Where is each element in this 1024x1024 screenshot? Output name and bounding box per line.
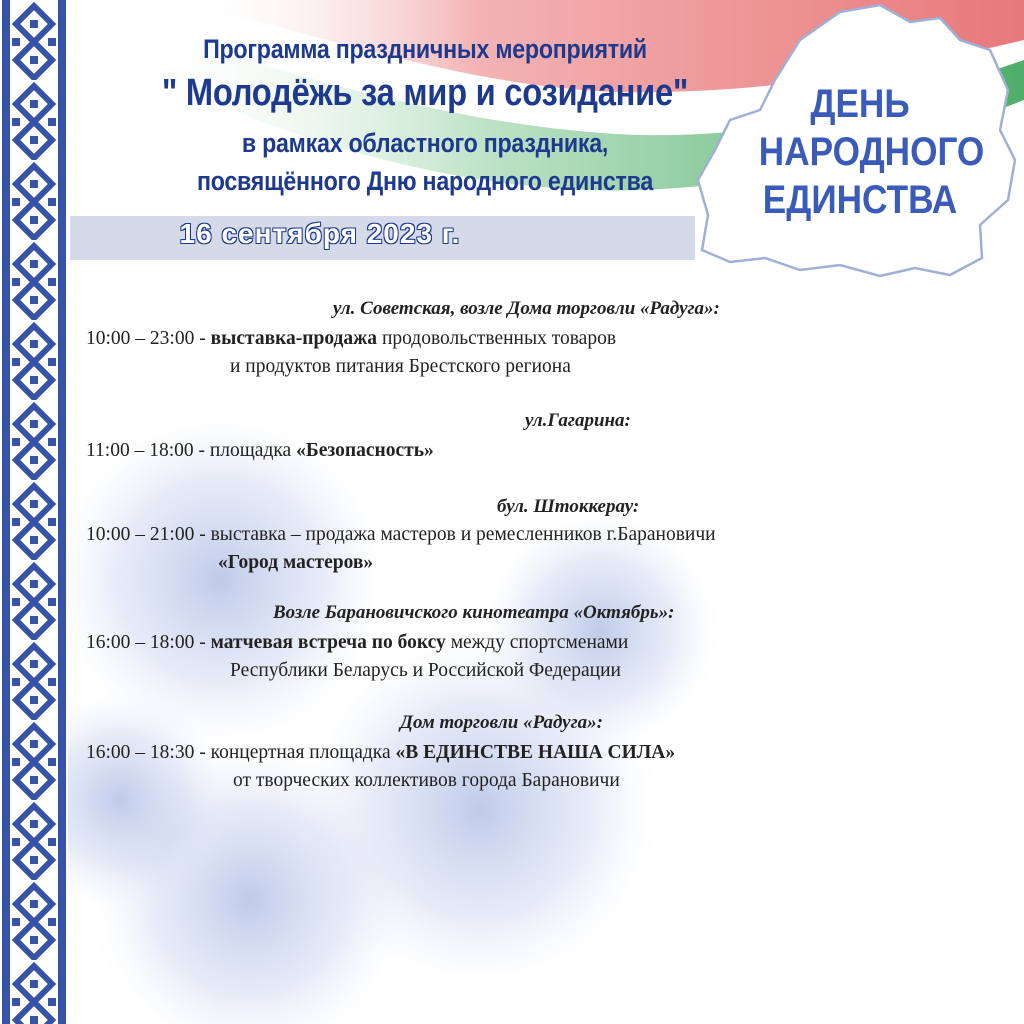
program-item (86, 324, 616, 354)
program-location: Возле Барановичского кинотеатра «Октябрь»: (273, 602, 675, 623)
program-item (86, 436, 434, 466)
program-highlight: «Безопасность» (296, 440, 434, 461)
program-item (86, 520, 716, 550)
program-continuation: и продуктов питания Брестского региона (230, 356, 571, 377)
program-highlight: выставка-продажа (210, 328, 378, 349)
title-line-3: в рамках областного праздника, (241, 128, 609, 158)
title-line-4: посвящённого Дню народного единства (197, 166, 653, 196)
program-location: ул.Гагарина: (525, 410, 631, 431)
program-text: между спортсменами (445, 632, 629, 653)
program-text: концертная площадка (205, 742, 396, 763)
badge-line-3: ЕДИНСТВА (762, 178, 958, 222)
program-time: 16:00 – 18:30 - (86, 742, 206, 763)
program-location: Дом торговли «Радуга»: (400, 712, 603, 733)
program-continuation: Республики Беларусь и Российской Федерации (230, 660, 621, 681)
badge-line-2: НАРОДНОГО (758, 130, 985, 174)
program-location: бул. Штоккерау: (497, 496, 640, 517)
event-date: 16 сентября 2023 г. (179, 218, 461, 249)
program-time: 16:00 – 18:00 - (86, 632, 206, 653)
program-text: выставка – продажа мастеров и ремесленников г.Барановичи (205, 524, 716, 545)
program-highlight: «В ЕДИНСТВЕ НАША СИЛА» (395, 742, 676, 763)
program-time: 11:00 – 18:00 - (86, 440, 205, 461)
program-highlight: матчевая встреча по боксу (210, 632, 446, 653)
program-item (86, 628, 628, 658)
program-time: 10:00 – 21:00 - (86, 524, 206, 545)
title-line-2: " Молодёжь за мир и созидание" (161, 72, 689, 114)
title-line-1: Программа праздничных мероприятий (203, 34, 647, 64)
badge-line-1: ДЕНЬ (810, 82, 910, 126)
program-time: 10:00 – 23:00 - (86, 328, 206, 349)
program-continuation: «Город мастеров» (218, 552, 374, 573)
program-item (86, 738, 675, 768)
program-text: площадка (204, 440, 297, 461)
program-continuation: от творческих коллективов города Барановичи (233, 770, 620, 791)
program-location: ул. Советская, возле Дома торговли «Радуга»: (333, 298, 720, 319)
program-text: продовольственных товаров (377, 328, 617, 349)
